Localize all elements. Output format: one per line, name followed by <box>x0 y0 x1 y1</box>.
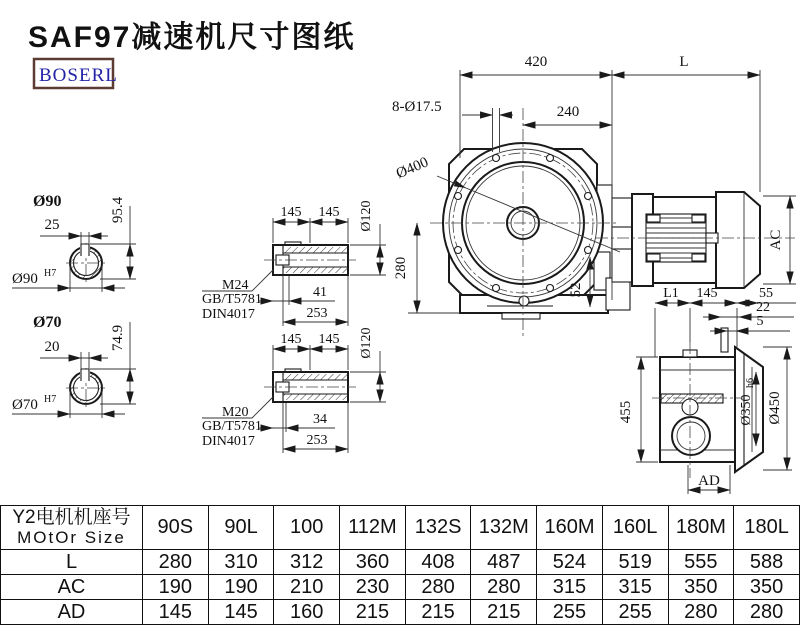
header-cn: Y2电机机座号 <box>12 507 131 528</box>
row-label: L <box>1 550 143 575</box>
hollow-shaft-view-m20 <box>202 327 386 453</box>
dim-74-9: 74.9 <box>110 324 126 352</box>
cell: 280 <box>143 550 209 575</box>
dim-420: 420 <box>524 54 548 70</box>
label-standard1-lower: GB/T5781 <box>202 419 262 434</box>
cell: 280 <box>471 575 537 600</box>
dim-52: 52 <box>568 282 584 298</box>
dim-key-25: 25 <box>44 217 60 233</box>
cell: 555 <box>668 550 734 575</box>
cell: 215 <box>340 600 406 625</box>
dim-L: L <box>679 54 689 70</box>
col-header: 90S <box>143 506 209 550</box>
cell: 190 <box>143 575 209 600</box>
dim-AC: AC <box>768 229 784 251</box>
dim-AD: AD <box>698 473 720 489</box>
dim-55: 55 <box>759 286 773 301</box>
label-thread-m24: M24 <box>222 278 249 293</box>
table-row-AD <box>1 600 800 625</box>
col-header: 132S <box>405 506 471 550</box>
cell: 255 <box>537 600 603 625</box>
cell: 350 <box>734 575 800 600</box>
dim-253-lower: 253 <box>306 433 328 448</box>
shaft-end-view-90 <box>12 193 136 292</box>
table-row-AC <box>1 575 800 600</box>
cell: 315 <box>602 575 668 600</box>
cell: 210 <box>274 575 340 600</box>
dim-bore-70-fit: H7 <box>44 394 57 405</box>
dim-bore-90-fit: H7 <box>44 268 57 279</box>
col-header: 160M <box>537 506 603 550</box>
cell: 350 <box>668 575 734 600</box>
dim-455: 455 <box>618 400 634 424</box>
cell: 310 <box>208 550 274 575</box>
label-standard1-upper: GB/T5781 <box>202 292 262 307</box>
col-header: 180L <box>734 506 800 550</box>
motor-size-table <box>0 505 800 625</box>
cell: 408 <box>405 550 471 575</box>
brand-logo-text: BOSERL <box>39 65 118 86</box>
cell: 160 <box>274 600 340 625</box>
shaft-end-view-70 <box>12 314 136 418</box>
dim-280: 280 <box>393 256 409 280</box>
dim-34: 34 <box>313 412 327 427</box>
dim-253-upper: 253 <box>306 306 328 321</box>
dim-145-c: 145 <box>280 332 302 347</box>
dim-bore-90: Ø90 <box>12 271 38 287</box>
cell: 519 <box>602 550 668 575</box>
header-en: MOtOr Size <box>17 528 126 547</box>
label-thread-m20: M20 <box>222 405 249 420</box>
dim-450: Ø450 <box>767 391 783 425</box>
row-label: AC <box>1 575 143 600</box>
cell: 145 <box>143 600 209 625</box>
cell: 312 <box>274 550 340 575</box>
dim-145-side: 145 <box>696 286 718 301</box>
cell: 190 <box>208 575 274 600</box>
col-header: 112M <box>340 506 406 550</box>
row-label: AD <box>1 600 143 625</box>
page-title: SAF97减速机尺寸图纸 <box>28 21 356 54</box>
dim-145-a: 145 <box>280 205 302 220</box>
dim-bore-70: Ø70 <box>12 397 38 413</box>
cell: 230 <box>340 575 406 600</box>
table-row-L <box>1 550 800 575</box>
brand-logo <box>34 59 118 88</box>
cell: 280 <box>734 600 800 625</box>
table-corner-header <box>1 506 143 550</box>
col-header: 90L <box>208 506 274 550</box>
label-standard2-lower: DIN4017 <box>202 434 255 449</box>
cell: 145 <box>208 600 274 625</box>
col-header: 180M <box>668 506 734 550</box>
label-d90: Ø90 <box>33 193 62 210</box>
dim-145-d: 145 <box>318 332 340 347</box>
cell: 215 <box>471 600 537 625</box>
col-header: 100 <box>274 506 340 550</box>
dim-95-4: 95.4 <box>110 196 126 224</box>
side-view <box>618 286 796 494</box>
dim-L1: L1 <box>663 286 679 301</box>
dim-spigot-fit: h6 <box>745 378 756 388</box>
dim-240: 240 <box>556 104 580 120</box>
cell: 487 <box>471 550 537 575</box>
cell: 524 <box>537 550 603 575</box>
cell: 280 <box>668 600 734 625</box>
dim-flange-dia: Ø400 <box>393 154 431 183</box>
col-header: 132M <box>471 506 537 550</box>
label-d70: Ø70 <box>33 314 62 331</box>
cell: 315 <box>537 575 603 600</box>
hollow-shaft-view-m24 <box>202 200 386 326</box>
label-standard2-upper: DIN4017 <box>202 307 255 322</box>
cell: 280 <box>405 575 471 600</box>
dim-bolt-holes: 8-Ø17.5 <box>392 99 442 115</box>
dim-spigot: Ø350 <box>739 394 754 426</box>
cell: 588 <box>734 550 800 575</box>
cell: 360 <box>340 550 406 575</box>
dim-5: 5 <box>756 314 764 329</box>
cell: 215 <box>405 600 471 625</box>
dim-41: 41 <box>313 285 327 300</box>
dim-key-20: 20 <box>44 339 60 355</box>
cell: 255 <box>602 600 668 625</box>
dim-22: 22 <box>756 300 770 315</box>
dim-d120-lower: Ø120 <box>359 327 374 359</box>
col-header: 160L <box>602 506 668 550</box>
dim-d120-upper: Ø120 <box>359 200 374 232</box>
table-header-row <box>1 506 800 550</box>
dim-145-b: 145 <box>318 205 340 220</box>
